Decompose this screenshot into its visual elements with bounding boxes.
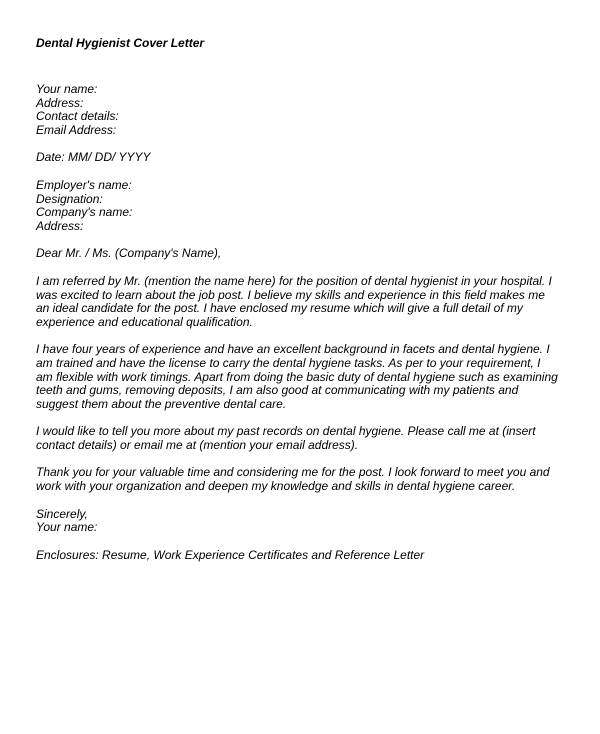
paragraph-line: am flexible with work timings. Apart from doing the basic duty of dental hygiene such as examining xyxy=(36,369,558,384)
paragraph-line: am trained and have the license to carry the dental hygiene tasks. As per to your requirement, I xyxy=(36,355,541,370)
paragraph-line: an ideal candidate for the post. I have enclosed my resume which will give a full detail of my xyxy=(36,301,523,316)
paragraph-2 xyxy=(36,343,566,411)
letter-page xyxy=(36,36,566,576)
date-block xyxy=(36,151,566,165)
paragraph-4 xyxy=(36,466,566,493)
salutation-block xyxy=(36,247,566,261)
paragraph-1 xyxy=(36,275,566,329)
paragraph-line: I am referred by Mr. (mention the name here) for the position of dental hygienist in your hospital. I xyxy=(36,273,552,288)
employer-designation: Designation: xyxy=(36,191,103,206)
employer-address: Address: xyxy=(36,218,84,233)
letter-date: Date: MM/ DD/ YYYY xyxy=(36,150,151,165)
paragraph-line: suggest them about the preventive dental care. xyxy=(36,396,287,411)
letter-title: Dental Hygienist Cover Letter xyxy=(36,36,205,50)
paragraph-line: contact details) or email me at (mention your email address). xyxy=(36,437,359,452)
paragraph-line: experience and educational qualification. xyxy=(36,314,253,329)
sender-email: Email Address: xyxy=(36,122,117,137)
closing-sincerely: Sincerely, xyxy=(36,506,88,521)
paragraph-line: I have four years of experience and have an excellent background in facets and dental hygiene. I xyxy=(36,342,550,357)
enclosures: Enclosures: Resume, Work Experience Certificates and Reference Letter xyxy=(36,547,425,562)
employer-company: Company's name: xyxy=(36,205,133,220)
paragraph-line: work with your organization and deepen my knowledge and skills in dental hygiene career. xyxy=(36,479,516,494)
closing-name: Your name: xyxy=(36,520,98,535)
salutation: Dear Mr. / Ms. (Company's Name), xyxy=(36,246,222,261)
sender-address: Address: xyxy=(36,95,84,110)
paragraph-line: Thank you for your valuable time and considering me for the post. I look forward to meet you and xyxy=(36,465,550,480)
employer-block xyxy=(36,179,566,233)
sender-block xyxy=(36,83,566,137)
sender-name: Your name: xyxy=(36,82,98,96)
paragraph-line: I would like to tell you more about my past records on dental hygiene. Please call me at (insert xyxy=(36,424,536,439)
enclosures-block xyxy=(36,549,566,563)
paragraph-line: teeth and gums, removing deposits, I am also good at communicating with my patients and xyxy=(36,383,519,398)
closing-block xyxy=(36,508,566,535)
employer-name: Employer's name: xyxy=(36,177,132,192)
sender-contact: Contact details: xyxy=(36,109,119,124)
paragraph-3 xyxy=(36,425,566,452)
paragraph-line: was excited to learn about the job post. I believe my skills and experience in this field makes me xyxy=(36,287,545,302)
